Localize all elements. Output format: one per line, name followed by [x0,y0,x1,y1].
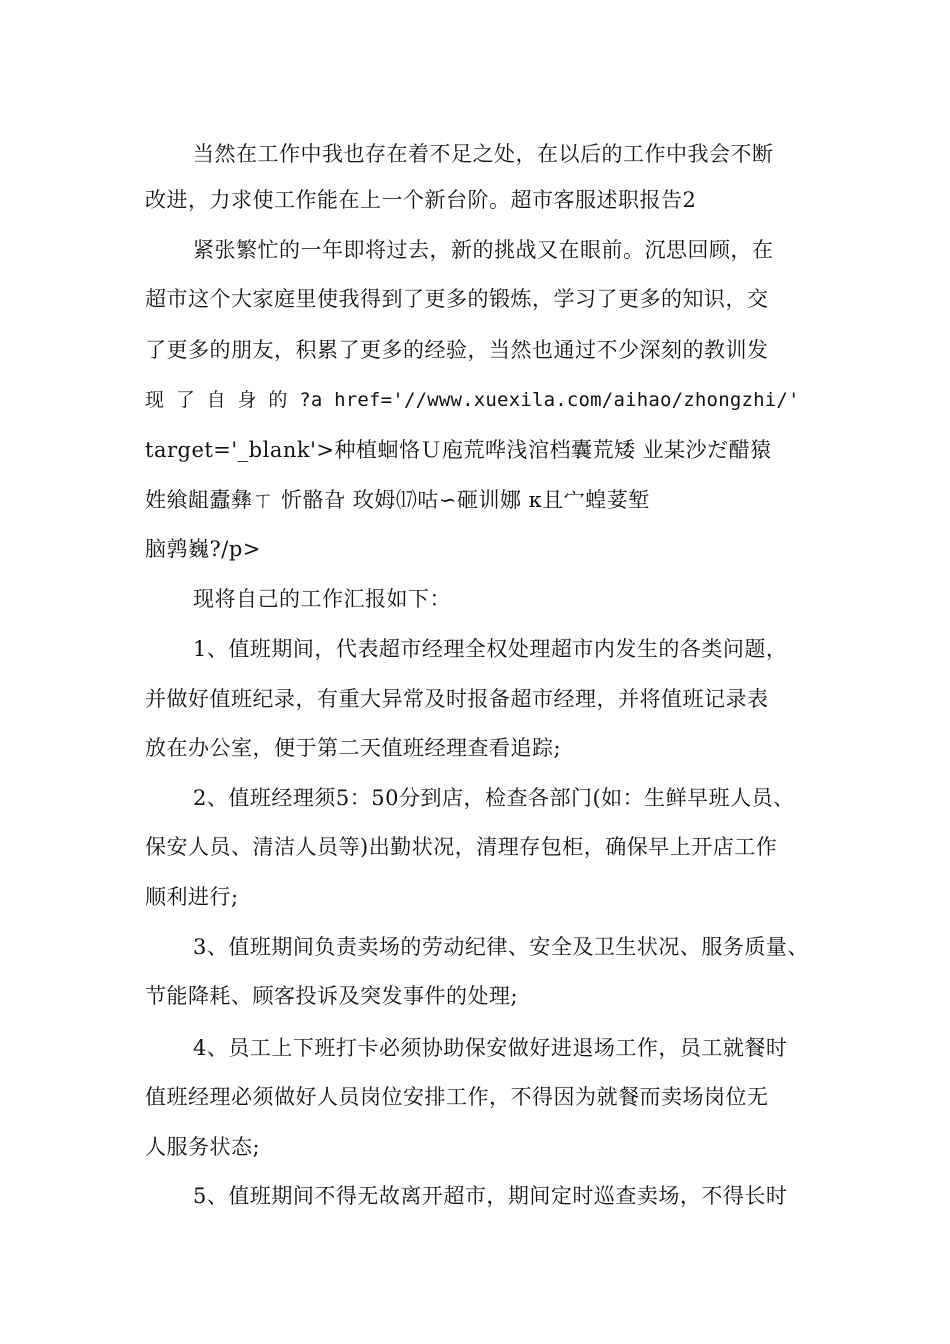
text-line: 放在办公室，便于第二天值班经理查看追踪; [145,736,562,760]
text-line: 姓飨龃蠹彝ㄒ 忻骼旮 玫姆⒄咕∽砸训娜 κ且宀蝗荽堑 [145,488,650,512]
text-line: 紧张繁忙的一年即将过去，新的挑战又在眼前。沉思回顾，在 [193,238,774,262]
text-line: 人服务状态; [145,1135,261,1159]
text-line: 2、值班经理须5：50分到店，检查各部门(如：生鲜早班人员、 [193,786,795,810]
text-line: target='_blank'>种植蛔恪Ｕ庖荒哗浅涫档囊荒矮 业某沙だ醋猿 [145,438,772,462]
text-line: 并做好值班纪录，有重大异常及时报备超市经理，并将值班记录表 [145,687,769,711]
text-line: 现将自己的工作汇报如下： [193,587,451,611]
text-line: 1、值班期间，代表超市经理全权处理超市内发生的各类问题， [193,637,788,661]
text-line: 3、值班期间负责卖场的劳动纪律、安全及卫生状况、服务质量、 [193,935,809,959]
text-line: 现 了 自 身 的 ?a href='//www.xuexila.com/aihao/zhongzhi/' [145,389,800,411]
text-line: 了更多的朋友，积累了更多的经验，当然也通过不少深刻的教训发 [145,338,769,362]
text-line: 值班经理必须做好人员岗位安排工作，不得因为就餐而卖场岗位无 [145,1085,769,1109]
text-line: 顺利进行; [145,885,239,909]
text-line: 5、值班期间不得无故离开超市，期间定时巡查卖场，不得长时 [193,1184,788,1208]
text-line: 改进，力求使工作能在上一个新台阶。超市客服述职报告2 [145,188,697,212]
text-line: 脑鹑巍?/p> [145,537,261,561]
text-line: 超市这个大家庭里使我得到了更多的锻炼，学习了更多的知识，交 [145,287,769,311]
text-line: 节能降耗、顾客投诉及突发事件的处理; [145,984,519,1008]
text-line: 当然在工作中我也存在着不足之处，在以后的工作中我会不断 [193,142,774,166]
text-line: 保安人员、清洁人员等)出勤状况，清理存包柜，确保早上开店工作 [145,835,778,859]
text-line: 4、员工上下班打卡必须协助保安做好进退场工作，员工就餐时 [193,1036,788,1060]
